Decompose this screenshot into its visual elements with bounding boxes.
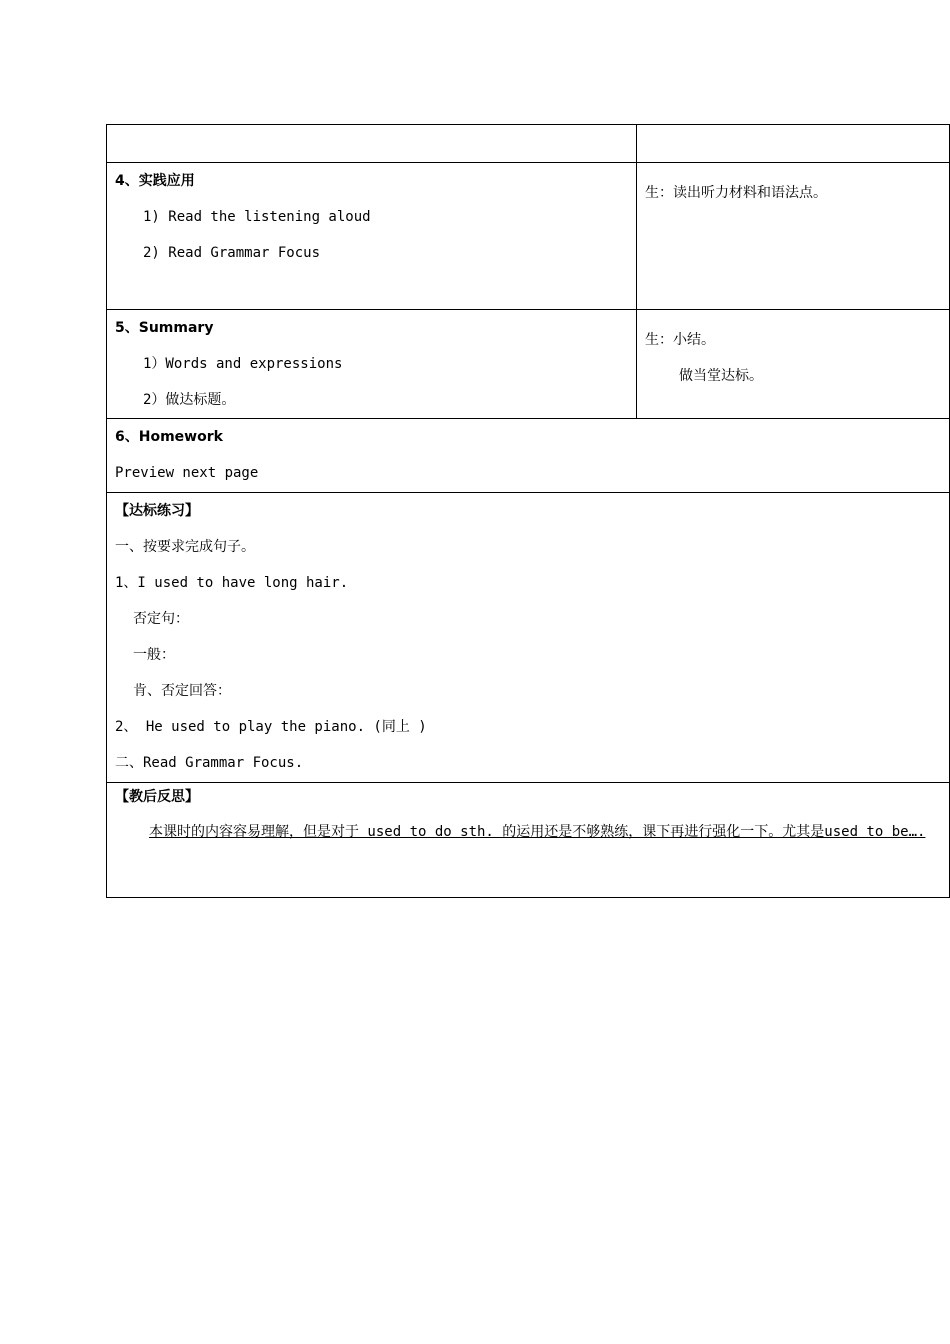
section4-title: 4、实践应用: [115, 173, 195, 189]
section5-title: 5、Summary: [115, 320, 214, 336]
practice-line-3: 否定句：: [133, 611, 189, 627]
empty-row: [107, 125, 950, 163]
reflection-row: [107, 783, 950, 898]
practice-title: 【达标练习】: [115, 503, 199, 519]
section6-row: [107, 419, 950, 493]
section4-activity-cell: [107, 163, 637, 310]
section5-student-line-2: 做当堂达标。: [679, 368, 763, 384]
section4-item-1: 1) Read the listening aloud: [143, 209, 371, 225]
section5-activity-cell: [107, 310, 637, 419]
reflection-text: 本课时的内容容易理解，但是对于 used to do sth. 的运用还是不够熟练，课下再进行强化一下。尤其是used to be….: [149, 824, 926, 840]
section5-student-line-1: 生：小结。: [645, 332, 715, 348]
section4-student-cell: [637, 163, 950, 310]
lesson-plan-table: [106, 124, 950, 898]
practice-line-7: 二、Read Grammar Focus.: [115, 755, 304, 771]
section4-student-text: 生：读出听力材料和语法点。: [645, 185, 827, 201]
practice-line-5: 肯、否定回答：: [133, 683, 231, 699]
empty-cell-left: [107, 125, 637, 163]
practice-line-1: 一、按要求完成句子。: [115, 539, 255, 555]
practice-row: [107, 493, 950, 783]
section4-item-2: 2) Read Grammar Focus: [143, 245, 321, 261]
practice-line-4: 一般：: [133, 647, 175, 663]
section4-row: [107, 163, 950, 310]
reflection-cell: [107, 783, 950, 898]
empty-cell-right: [637, 125, 950, 163]
practice-line-6: 2、 He used to play the piano. (同上 ): [115, 719, 427, 735]
section5-item-2: 2）做达标题。: [143, 392, 236, 408]
practice-cell: [107, 493, 950, 783]
section5-row: [107, 310, 950, 419]
section5-student-cell: [637, 310, 950, 419]
section6-cell: [107, 419, 950, 493]
practice-line-2: 1、I used to have long hair.: [115, 575, 349, 591]
section5-item-1: 1）Words and expressions: [143, 356, 343, 372]
section6-text: Preview next page: [115, 465, 259, 481]
reflection-title: 【教后反思】: [115, 789, 199, 805]
section6-title: 6、Homework: [115, 429, 223, 445]
